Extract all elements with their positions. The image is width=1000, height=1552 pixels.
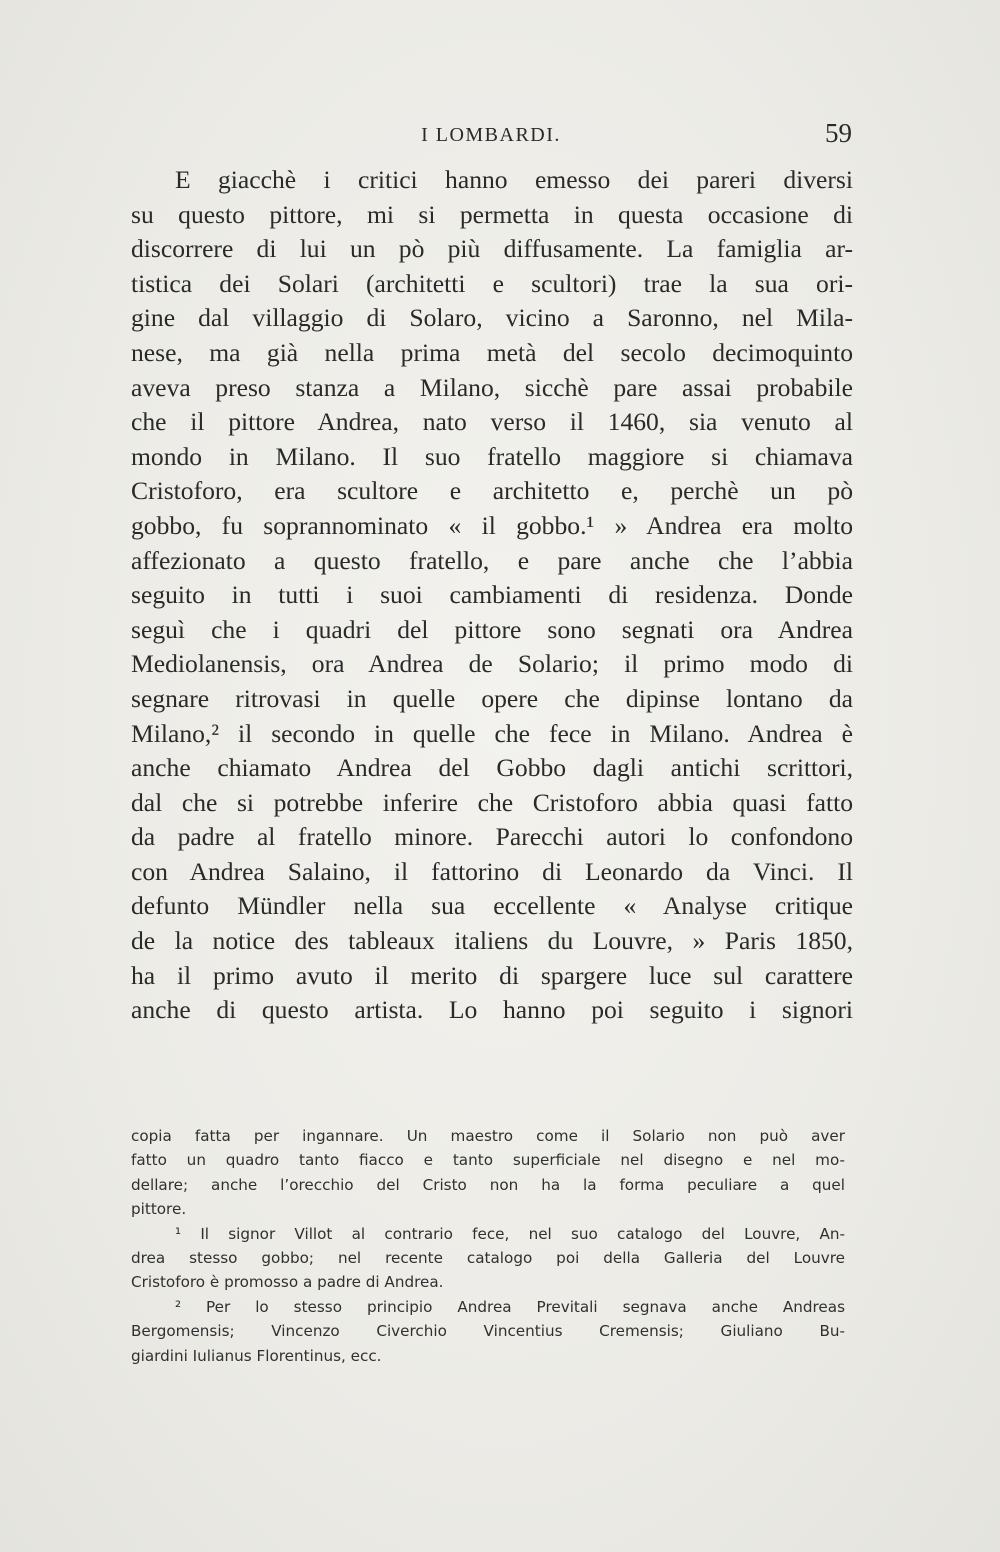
footnote-1-line: ¹ Il signor Villot al contrario fece, nel suo catalogo del Louvre, An- xyxy=(175,1224,845,1243)
page-header xyxy=(130,118,852,152)
body-line: anche di questo artista. Lo hanno poi seguito i signori xyxy=(131,995,853,1025)
footnote-line: copia fatta per ingannare. Un maestro come il Solario non può aver xyxy=(131,1127,845,1145)
body-line: aveva preso stanza a Milano, sicchè pare assai probabile xyxy=(131,372,853,402)
body-text xyxy=(131,163,853,1028)
body-line: segnare ritrovasi in quelle opere che dipinse lontano da xyxy=(131,683,853,713)
page-number: 59 xyxy=(825,118,852,148)
body-line: Milano,² il secondo in quelle che fece in Milano. Andrea è xyxy=(131,718,853,748)
running-head: I LOMBARDI. xyxy=(421,124,561,146)
footnotes xyxy=(131,1124,845,1368)
body-line: dal che si potrebbe inferire che Cristoforo abbia quasi fatto xyxy=(131,787,853,817)
footnote-1-line: Cristoforo è promosso a padre di Andrea. xyxy=(131,1273,444,1292)
body-line: affezionato a questo fratello, e pare anche che l’abbia xyxy=(131,545,853,575)
body-line: nese, ma già nella prima metà del secolo decimoquinto xyxy=(131,337,853,367)
footnote-line: pittore. xyxy=(131,1200,187,1219)
body-line: che il pittore Andrea, nato verso il 1460, sia venuto al xyxy=(131,407,853,437)
body-line: gobbo, fu soprannominato « il gobbo.¹ » Andrea era molto xyxy=(131,510,853,540)
body-line: ha il primo avuto il merito di spargere luce sul carattere xyxy=(131,960,853,990)
body-line: anche chiamato Andrea del Gobbo dagli antichi scrittori, xyxy=(131,753,853,783)
body-line: da padre al fratello minore. Parecchi autori lo confondono xyxy=(131,822,853,852)
footnote-2-line: giardini Iulianus Florentinus, ecc. xyxy=(131,1346,382,1365)
body-line: de la notice des tableaux italiens du Louvre, » Paris 1850, xyxy=(131,926,853,956)
body-line: Mediolanensis, ora Andrea de Solario; il primo modo di xyxy=(131,649,853,679)
body-line: tistica dei Solari (architetti e scultori) trae la sua ori- xyxy=(131,268,853,298)
body-line: Cristoforo, era scultore e architetto e, perchè un pò xyxy=(131,476,853,506)
body-line: su questo pittore, mi si permetta in questa occasione di xyxy=(131,199,853,229)
footnote-2-line: Bergomensis; Vincenzo Civerchio Vincentius Cremensis; Giuliano Bu- xyxy=(131,1322,845,1341)
body-line: seguito in tutti i suoi cambiamenti di residenza. Donde xyxy=(131,580,853,610)
footnote-2-line: ² Per lo stesso principio Andrea Previtali segnava anche Andreas xyxy=(175,1297,845,1316)
footnote-line: dellare; anche l’orecchio del Cristo non ha la forma peculiare a quel xyxy=(131,1175,845,1194)
body-line: gine dal villaggio di Solaro, vicino a Saronno, nel Mila- xyxy=(131,303,853,333)
body-line: seguì che i quadri del pittore sono segnati ora Andrea xyxy=(131,614,853,644)
body-line: con Andrea Salaino, il fattorino di Leonardo da Vinci. Il xyxy=(131,856,853,886)
footnote-line: fatto un quadro tanto fiacco e tanto superficiale nel disegno e nel mo- xyxy=(131,1151,845,1170)
body-line: discorrere di lui un pò più diffusamente. La famiglia ar- xyxy=(131,234,853,264)
body-line: mondo in Milano. Il suo fratello maggiore si chiamava xyxy=(131,441,853,471)
body-line: defunto Mündler nella sua eccellente « Analyse critique xyxy=(131,891,853,921)
footnote-1-line: drea stesso gobbo; nel recente catalogo poi della Galleria del Louvre xyxy=(131,1249,845,1268)
body-line: E giacchè i critici hanno emesso dei pareri diversi xyxy=(175,165,853,194)
